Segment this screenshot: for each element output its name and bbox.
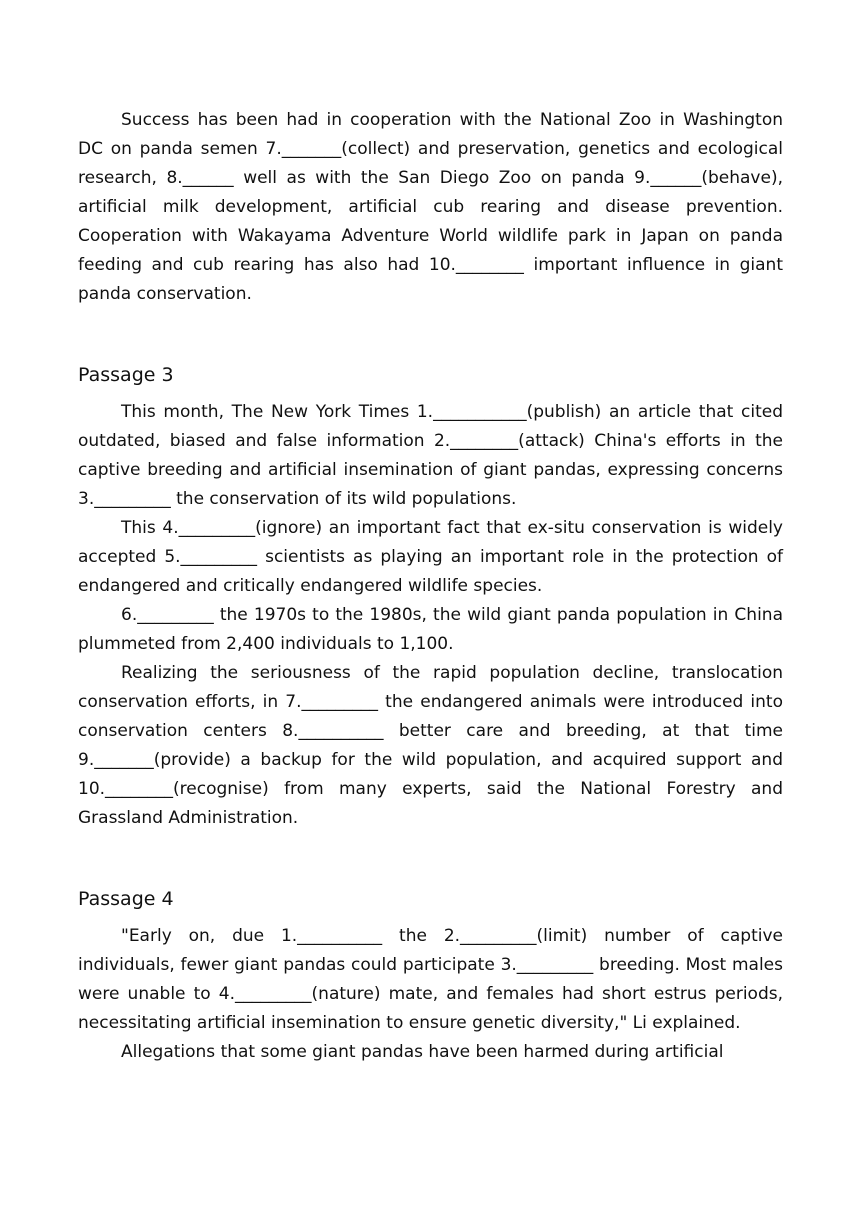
passage-3-paragraph-3: 6._________ the 1970s to the 1980s, the wild giant panda population in China plummeted from 2,400 individuals to 1,100. [78,605,783,654]
passage-4-paragraph-1: "Early on, due 1.__________ the 2._________(limit) number of captive individuals, fewer giant pandas could participate 3._________ breeding. Most males were unable to 4._________(nature) mate, and females had short estrus periods, necessitating artificial insemination to ensure genetic diversity," Li explained. [78,926,783,1033]
spacer [78,914,783,922]
passage-3-paragraph-2: This 4._________(ignore) an important fact that ex-situ conservation is widely accepted 5._________ scientists as playing an important role in the protection of endangered and critically endangered wildlife species. [78,518,783,596]
passage-3-paragraph-1: This month, The New York Times 1.___________(publish) an article that cited outdated, biased and false information 2.________(attack) China's efforts in the captive breeding and artificial insemination of giant pandas, expressing concerns 3._________ the conservation of its wild populations. [78,402,783,509]
passage-3-paragraph-4: Realizing the seriousness of the rapid population decline, translocation conservation efforts, in 7._________ the endangered animals were introduced into conservation centers 8.__________ better care and breeding, at that time 9._______(provide) a backup for the wild population, and acquired support and 10.________(recognise) from many experts, said the National Forestry and Grassland Administration. [78,663,783,828]
spacer [78,390,783,398]
spacer [78,833,783,885]
passage-4-heading: Passage 4 [78,888,174,910]
spacer [78,309,783,361]
passage-2-paragraph: Success has been had in cooperation with the National Zoo in Washington DC on panda semen 7._______(collect) and preservation, genetics and ecological research, 8.______ well as with the San Diego Zoo on panda 9.______(behave), artificial milk development, artificial cub rearing and disease prevention. Cooperation with Wakayama Adventure World wildlife park in Japan on panda feeding and cub rearing has also had 10.________ important influence in giant panda conservation. [78,110,783,304]
passage-4-paragraph-2: Allegations that some giant pandas have been harmed during artificial [121,1042,724,1062]
document-page [78,106,783,1067]
passage-3-heading: Passage 3 [78,364,174,386]
